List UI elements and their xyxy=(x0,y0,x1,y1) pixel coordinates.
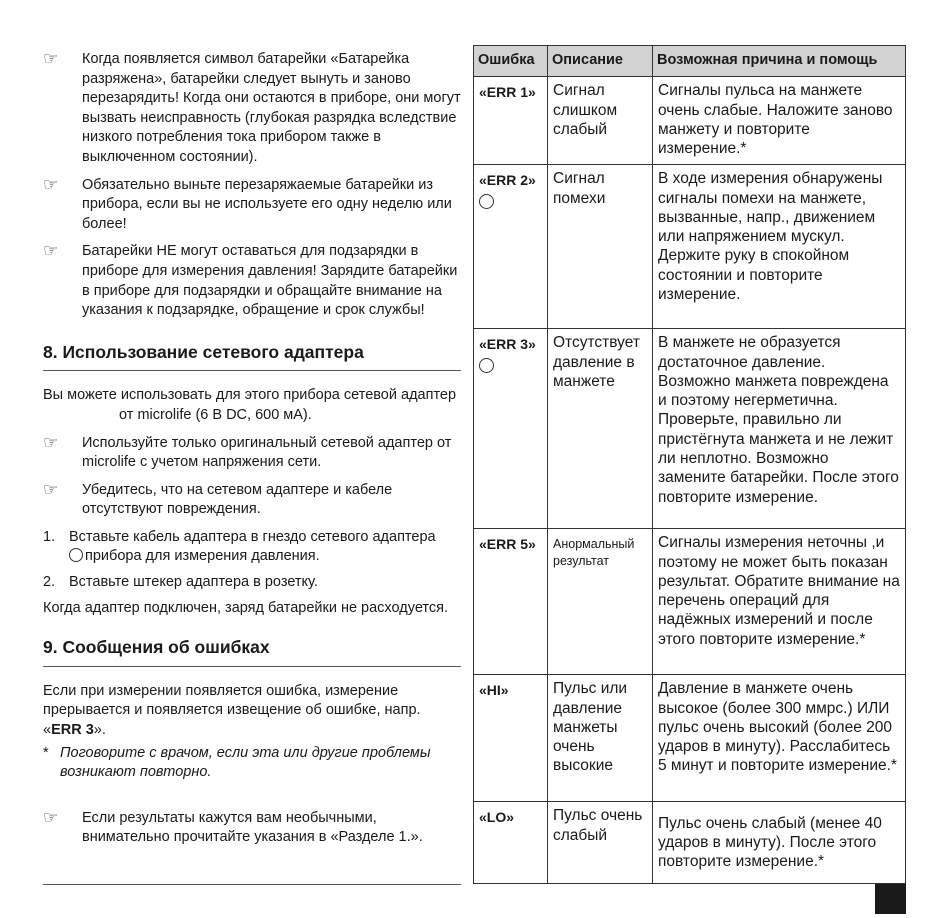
step-number: 1. xyxy=(43,528,56,545)
doctor-note-text: Поговорите с врачом, если эта или другие проблемы возникают повторно. xyxy=(60,744,431,781)
intro-text: Если при измерении появляется ошибка, измерение прерывается и появляется извещение об ошибке, напр. xyxy=(43,682,421,719)
error-code: «LO» xyxy=(474,802,548,884)
table-row xyxy=(474,165,906,329)
error-code: «HI» xyxy=(474,675,548,802)
page-marker-block xyxy=(875,884,906,914)
step-text-a: Вставьте кабель адаптера в гнездо сетевого адаптера xyxy=(69,528,436,545)
section-9-intro: Если при измерении появляется ошибка, измерение прерывается и появляется извещение об ошибке, напр. «ERR 3». xyxy=(43,682,421,739)
pointing-hand-icon: ☞ xyxy=(43,807,59,828)
pointing-hand-icon: ☞ xyxy=(43,241,59,262)
section-8-title: 8. Использование сетевого адаптера xyxy=(43,343,461,372)
note-unusual-results xyxy=(43,809,461,848)
error-cause: Пульс очень слабый (менее 40 ударов в минуту). После этого повторите измерение.* xyxy=(653,802,906,884)
error-description: Сигнал слишком слабый xyxy=(548,77,653,165)
error-description: Сигнал помехи xyxy=(548,165,653,329)
note-battery-1 xyxy=(43,50,461,168)
pointing-hand-icon: ☞ xyxy=(43,432,59,453)
section-8-footer: Когда адаптер подключен, заряд батарейки не расходуется. xyxy=(43,599,449,616)
header-error: Ошибка xyxy=(474,46,548,77)
step-text-a: Вставьте штекер адаптера в розетку. xyxy=(69,574,318,591)
section-8-intro xyxy=(43,386,461,425)
table-row xyxy=(474,675,906,802)
doctor-note xyxy=(43,744,461,783)
error-code: «ERR 1» xyxy=(474,77,548,165)
error-description: Пульс или давление манжеты очень высокие xyxy=(548,675,653,802)
note-text: Батарейки НЕ могут оставаться для подзарядки в приборе для измерения давления! Зарядите батарейки в приборе для подзарядки и обращайте внимание на указания к подзарядке, обращение и срок службы! xyxy=(82,243,458,319)
note-text: Обязательно выньте перезаряжаемые батарейки из прибора, если вы не используете его одну неделю или более! xyxy=(82,176,452,232)
error-code: «ERR 3» xyxy=(479,336,536,353)
table-row xyxy=(474,529,906,675)
pointing-hand-icon: ☞ xyxy=(43,49,59,69)
error-code: «ERR 2» xyxy=(479,172,536,189)
note-text: Используйте только оригинальный сетевой адаптер от microlife с учетом напряжения сети. xyxy=(82,434,452,471)
error-cause: Сигналы измерения неточны ,и поэтому не может быть показан результат. Обратите внимание на перечень операций для надёжных измерений и после этого повторите измерение.* xyxy=(653,529,906,675)
note-adapter-1 xyxy=(43,434,461,473)
error-table xyxy=(473,45,906,884)
bottom-divider xyxy=(43,884,461,885)
error-description: Анормальный результат xyxy=(548,529,653,675)
table-row xyxy=(474,802,906,884)
pointing-hand-icon: ☞ xyxy=(43,174,59,195)
step-1 xyxy=(43,528,461,567)
note-battery-2 xyxy=(43,176,461,235)
intro-text-a: Вы можете использовать для этого прибора сетевой адаптер xyxy=(43,387,457,404)
note-adapter-2 xyxy=(43,481,461,520)
intro-text-b: от microlife (6 В DC, 600 мА). xyxy=(119,406,312,423)
note-text: Если результаты кажутся вам необычными, внимательно прочитайте указания в «Разделе 1.». xyxy=(82,809,423,846)
note-text: Когда появляется символ батарейки «Батарейка разряжена», батарейки следует вынуть и заново перезарядить! Когда они остаются в приборе, они могут вызвать неисправность (глубокая разрядка вследствие низкого потребления тока прибором также в выключенном состоянии). xyxy=(82,51,461,165)
section-9-title: 9. Сообщения об ошибках xyxy=(43,638,461,667)
table-row xyxy=(474,329,906,529)
asterisk-mark: * xyxy=(43,744,49,761)
pointing-hand-icon: ☞ xyxy=(43,479,59,500)
note-battery-3 xyxy=(43,242,461,320)
header-description: Описание xyxy=(548,46,653,77)
error-cause: В ходе измерения обнаружены сигналы помехи на манжете, вызванные, напр., движением или напряжением мускул. Держите руку в спокойном состоянии и повторите измерение. xyxy=(653,165,906,329)
step-2 xyxy=(43,573,461,593)
circle-symbol-icon xyxy=(69,548,83,562)
table-row xyxy=(474,77,906,165)
step-text-b: прибора для измерения давления. xyxy=(85,548,320,565)
error-description: Пульс очень слабый xyxy=(548,802,653,884)
error-cause: Сигналы пульса на манжете очень слабые. Наложите заново манжету и повторите измерение.* xyxy=(653,77,906,165)
circle-symbol-icon xyxy=(479,358,494,373)
header-cause: Возможная причина и помощь xyxy=(653,46,906,77)
left-column xyxy=(43,50,461,856)
note-text: Убедитесь, что на сетевом адаптере и кабеле отсутствуют повреждения. xyxy=(82,481,393,518)
error-description: Отсутствует давление в манжете xyxy=(548,329,653,529)
error-cause: Давление в манжете очень высокое (более 300 ммрс.) ИЛИ пульс очень высокий (более 200 ударов в минуту). Расслабитесь 5 минут и повторите измерение.* xyxy=(653,675,906,802)
step-number: 2. xyxy=(43,574,56,591)
error-cause: В манжете не образуется достаточное давление. Возможно манжета повреждена и поэтому негерметична. Проверьте, правильно ли пристёгнута манжета и не лежит ли неплотно. Возможно замените батарейки. После этого повторите измерение. xyxy=(653,329,906,529)
error-code-example: ERR 3 xyxy=(51,722,94,739)
table-header-row xyxy=(474,46,906,77)
circle-symbol-icon xyxy=(479,194,494,209)
error-code: «ERR 5» xyxy=(474,529,548,675)
